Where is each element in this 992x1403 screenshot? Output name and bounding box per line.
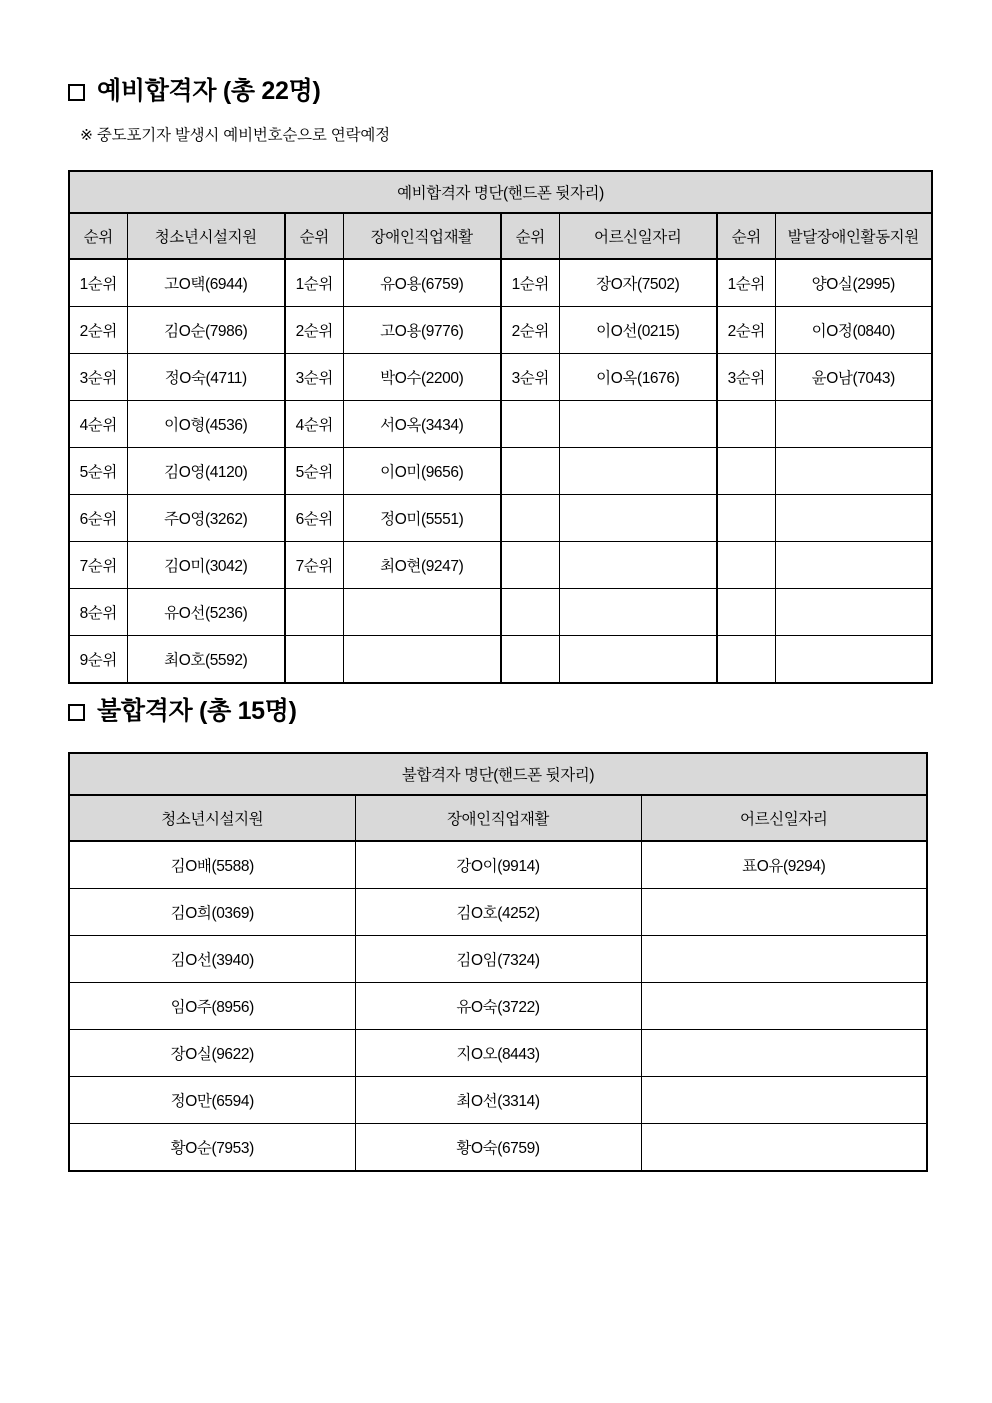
cell-name: 이O미(9656): [343, 448, 501, 495]
cell-rank: 1순위: [69, 259, 127, 307]
table-row: [69, 307, 932, 354]
table-row: [69, 1030, 927, 1077]
table-row: [69, 448, 932, 495]
table-title-fail: 불합격자 명단(핸드폰 뒷자리): [69, 753, 927, 795]
cell-name: 강O이(9914): [355, 841, 641, 889]
cell-empty: [343, 589, 501, 636]
cell-empty: [285, 636, 343, 684]
page-title-fail: 불합격자 (총 15명): [97, 697, 297, 725]
cell-empty: [343, 636, 501, 684]
cell-empty: [501, 636, 559, 684]
cell-rank: 1순위: [717, 259, 775, 307]
cell-empty: [285, 589, 343, 636]
fail-table-wrapper: [68, 752, 928, 1172]
cell-rank: 5순위: [69, 448, 127, 495]
cell-empty: [775, 401, 932, 448]
cell-empty: [717, 448, 775, 495]
cell-name: 양O실(2995): [775, 259, 932, 307]
table-row: [69, 495, 932, 542]
cell-empty: [717, 636, 775, 684]
cell-name: 장O자(7502): [559, 259, 717, 307]
column-header-senior-jobs: 어르신일자리: [641, 795, 927, 841]
cell-empty: [775, 495, 932, 542]
cell-name: 김O호(4252): [355, 889, 641, 936]
cell-rank: 1순위: [285, 259, 343, 307]
table-row: [69, 636, 932, 684]
cell-name: 정O숙(4711): [127, 354, 285, 401]
table-title-preliminary: 예비합격자 명단(핸드폰 뒷자리): [69, 171, 932, 213]
cell-empty: [559, 495, 717, 542]
cell-rank: 3순위: [717, 354, 775, 401]
table-row: [69, 354, 932, 401]
cell-rank: 2순위: [501, 307, 559, 354]
cell-name: 최O선(3314): [355, 1077, 641, 1124]
cell-empty: [717, 401, 775, 448]
table-row: [69, 589, 932, 636]
cell-name: 윤O남(7043): [775, 354, 932, 401]
cell-empty: [717, 542, 775, 589]
cell-name: 최O현(9247): [343, 542, 501, 589]
cell-rank: 9순위: [69, 636, 127, 684]
table-row: [69, 542, 932, 589]
cell-rank: 3순위: [501, 354, 559, 401]
table-row: [69, 983, 927, 1030]
cell-rank: 5순위: [285, 448, 343, 495]
cell-empty: [641, 1077, 927, 1124]
cell-rank: 8순위: [69, 589, 127, 636]
cell-name: 이O옥(1676): [559, 354, 717, 401]
preliminary-pass-table: [68, 170, 933, 684]
cell-name: 황O순(7953): [69, 1124, 355, 1172]
cell-name: 유O선(5236): [127, 589, 285, 636]
cell-name: 김O영(4120): [127, 448, 285, 495]
cell-name: 정O미(5551): [343, 495, 501, 542]
cell-empty: [641, 936, 927, 983]
cell-name: 고O용(9776): [343, 307, 501, 354]
empty-checkbox-icon: [68, 84, 85, 101]
cell-empty: [775, 589, 932, 636]
column-header-rank-4: 순위: [717, 213, 775, 259]
table-header-row: [69, 213, 932, 259]
cell-empty: [641, 1030, 927, 1077]
cell-name: 표O유(9294): [641, 841, 927, 889]
cell-rank: 6순위: [69, 495, 127, 542]
preliminary-table-wrapper: [68, 170, 933, 684]
column-header-senior-jobs: 어르신일자리: [559, 213, 717, 259]
cell-name: 유O숙(3722): [355, 983, 641, 1030]
cell-name: 김O배(5588): [69, 841, 355, 889]
cell-name: 최O호(5592): [127, 636, 285, 684]
cell-empty: [559, 448, 717, 495]
column-header-disabled-vocational: 장애인직업재활: [343, 213, 501, 259]
cell-empty: [501, 542, 559, 589]
cell-name: 이O형(4536): [127, 401, 285, 448]
table-title-row: [69, 753, 927, 795]
column-header-disabled-vocational: 장애인직업재활: [355, 795, 641, 841]
cell-rank: 4순위: [285, 401, 343, 448]
heading-row-fail: [68, 698, 992, 726]
table-row: [69, 401, 932, 448]
cell-rank: 7순위: [69, 542, 127, 589]
cell-name: 김O미(3042): [127, 542, 285, 589]
fail-list-table: [68, 752, 928, 1172]
cell-empty: [501, 495, 559, 542]
heading-row-preliminary: [68, 78, 992, 106]
cell-empty: [775, 636, 932, 684]
section-fail: [0, 698, 992, 726]
cell-rank: 7순위: [285, 542, 343, 589]
cell-empty: [501, 401, 559, 448]
cell-name: 김O순(7986): [127, 307, 285, 354]
column-header-youth-facility: 청소년시설지원: [69, 795, 355, 841]
cell-empty: [775, 448, 932, 495]
empty-checkbox-icon: [68, 704, 85, 721]
column-header-rank-2: 순위: [285, 213, 343, 259]
table-row: [69, 889, 927, 936]
table-row: [69, 936, 927, 983]
cell-rank: 2순위: [285, 307, 343, 354]
cell-name: 황O숙(6759): [355, 1124, 641, 1172]
cell-name: 김O선(3940): [69, 936, 355, 983]
cell-name: 지O오(8443): [355, 1030, 641, 1077]
column-header-youth-facility: 청소년시설지원: [127, 213, 285, 259]
page-title-preliminary: 예비합격자 (총 22명): [97, 77, 321, 105]
cell-rank: 6순위: [285, 495, 343, 542]
section-preliminary-pass: [0, 78, 992, 145]
column-header-rank-1: 순위: [69, 213, 127, 259]
cell-name: 박O수(2200): [343, 354, 501, 401]
cell-name: 서O옥(3434): [343, 401, 501, 448]
cell-empty: [641, 1124, 927, 1172]
cell-empty: [559, 589, 717, 636]
cell-empty: [559, 636, 717, 684]
cell-rank: 1순위: [501, 259, 559, 307]
table-row: [69, 1077, 927, 1124]
cell-name: 유O용(6759): [343, 259, 501, 307]
cell-empty: [641, 889, 927, 936]
cell-name: 정O만(6594): [69, 1077, 355, 1124]
cell-name: 이O정(0840): [775, 307, 932, 354]
cell-empty: [641, 983, 927, 1030]
cell-name: 김O임(7324): [355, 936, 641, 983]
cell-name: 이O선(0215): [559, 307, 717, 354]
cell-rank: 3순위: [285, 354, 343, 401]
note-preliminary: ※ 중도포기자 발생시 예비번호순으로 연락예정: [80, 126, 390, 144]
cell-rank: 2순위: [69, 307, 127, 354]
cell-empty: [717, 589, 775, 636]
cell-rank: 3순위: [69, 354, 127, 401]
cell-empty: [501, 448, 559, 495]
cell-name: 김O희(0369): [69, 889, 355, 936]
cell-name: 장O실(9622): [69, 1030, 355, 1077]
table-row: [69, 841, 927, 889]
table-header-row: [69, 795, 927, 841]
cell-empty: [775, 542, 932, 589]
cell-empty: [559, 401, 717, 448]
cell-name: 주O영(3262): [127, 495, 285, 542]
cell-name: 임O주(8956): [69, 983, 355, 1030]
cell-empty: [717, 495, 775, 542]
cell-rank: 4순위: [69, 401, 127, 448]
cell-empty: [559, 542, 717, 589]
table-title-row: [69, 171, 932, 213]
cell-empty: [501, 589, 559, 636]
column-header-developmental-disability: 발달장애인활동지원: [775, 213, 932, 259]
cell-name: 고O택(6944): [127, 259, 285, 307]
cell-rank: 2순위: [717, 307, 775, 354]
table-row: [69, 259, 932, 307]
table-row: [69, 1124, 927, 1172]
column-header-rank-3: 순위: [501, 213, 559, 259]
